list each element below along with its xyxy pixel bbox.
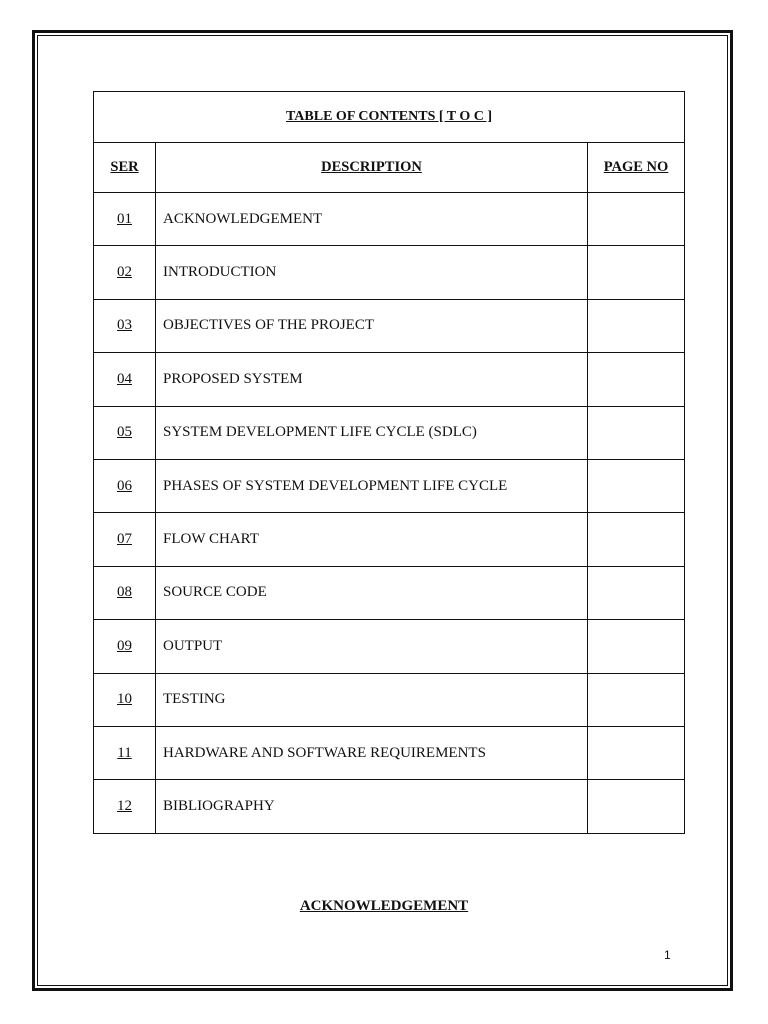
page-number: 1 [664, 948, 671, 962]
toc-description-cell: SOURCE CODE [156, 566, 588, 619]
header-page-no: PAGE NO [588, 143, 685, 193]
toc-page-cell [588, 726, 685, 779]
toc-ser-cell: 08 [94, 566, 156, 619]
header-description: DESCRIPTION [156, 143, 588, 193]
toc-ser-cell: 07 [94, 513, 156, 566]
toc-description-cell: PROPOSED SYSTEM [156, 353, 588, 406]
section-heading-acknowledgement: ACKNOWLEDGEMENT [299, 898, 469, 914]
toc-ser-cell: 06 [94, 459, 156, 512]
table-row [94, 566, 685, 619]
toc-page-cell [588, 566, 685, 619]
toc-page-cell [588, 353, 685, 406]
toc-ser-cell: 01 [94, 193, 156, 246]
toc-description-cell: TESTING [156, 673, 588, 726]
table-row [94, 513, 685, 566]
toc-description-cell: SYSTEM DEVELOPMENT LIFE CYCLE (SDLC) [156, 406, 588, 459]
toc-description-cell: INTRODUCTION [156, 246, 588, 299]
toc-ser-cell: 04 [94, 353, 156, 406]
toc-ser-cell: 03 [94, 299, 156, 352]
table-row [94, 620, 685, 673]
table-row [94, 193, 685, 246]
toc-page-cell [588, 620, 685, 673]
toc-page-cell [588, 673, 685, 726]
table-row [94, 726, 685, 779]
toc-page-cell [588, 459, 685, 512]
table-row [94, 246, 685, 299]
table-row [94, 780, 685, 833]
toc-ser-cell: 02 [94, 246, 156, 299]
toc-page-cell [588, 246, 685, 299]
toc-page-cell [588, 406, 685, 459]
toc-title: TABLE OF CONTENTS [ T O C ] [94, 92, 685, 143]
toc-header-row [94, 143, 685, 193]
table-row [94, 673, 685, 726]
toc-ser-cell: 12 [94, 780, 156, 833]
toc-page-cell [588, 193, 685, 246]
table-row [94, 353, 685, 406]
toc-body [94, 193, 685, 834]
toc-description-cell: OBJECTIVES OF THE PROJECT [156, 299, 588, 352]
toc-title-row [94, 92, 685, 143]
toc-page-cell [588, 780, 685, 833]
toc-ser-cell: 09 [94, 620, 156, 673]
table-row [94, 299, 685, 352]
toc-description-cell: FLOW CHART [156, 513, 588, 566]
toc-ser-cell: 10 [94, 673, 156, 726]
toc-description-cell: ACKNOWLEDGEMENT [156, 193, 588, 246]
table-row [94, 459, 685, 512]
toc-ser-cell: 05 [94, 406, 156, 459]
table-of-contents [93, 91, 685, 834]
table-row [94, 406, 685, 459]
toc-page-cell [588, 299, 685, 352]
toc-description-cell: HARDWARE AND SOFTWARE REQUIREMENTS [156, 726, 588, 779]
toc-description-cell: OUTPUT [156, 620, 588, 673]
toc-description-cell: PHASES OF SYSTEM DEVELOPMENT LIFE CYCLE [156, 459, 588, 512]
toc-ser-cell: 11 [94, 726, 156, 779]
header-ser: SER [94, 143, 156, 193]
toc-page-cell [588, 513, 685, 566]
toc-description-cell: BIBLIOGRAPHY [156, 780, 588, 833]
